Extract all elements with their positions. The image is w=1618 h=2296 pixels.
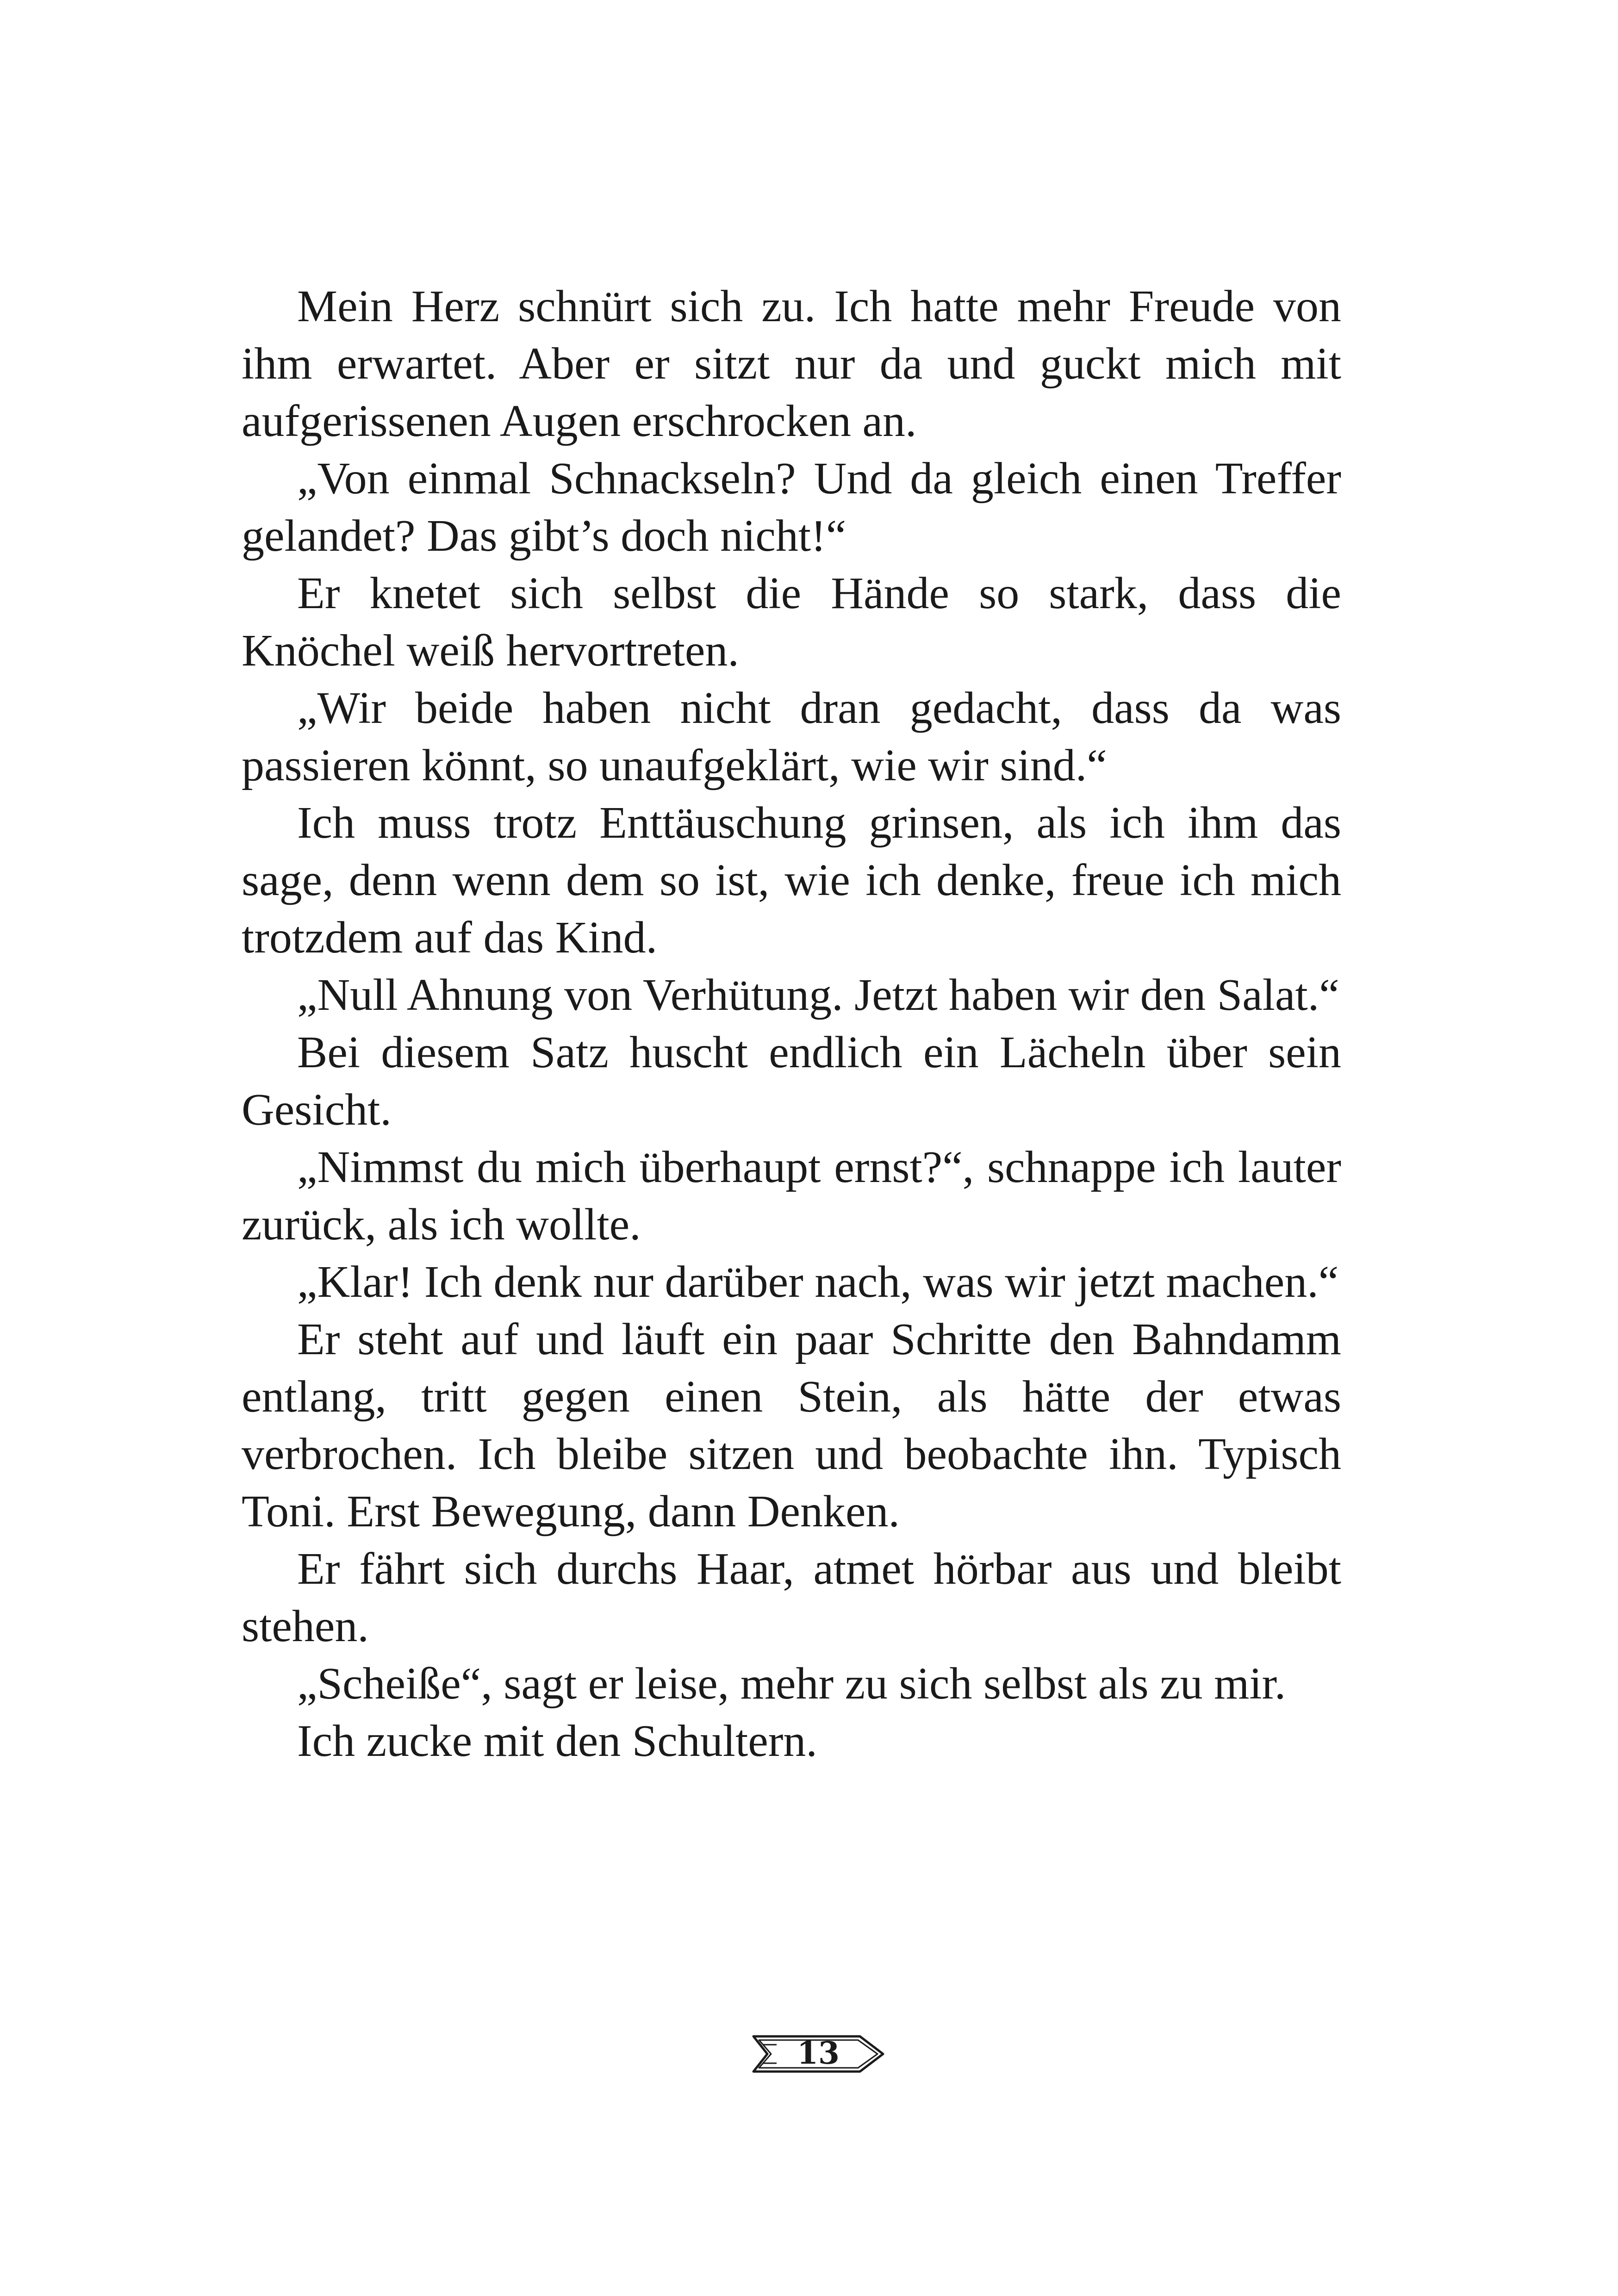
- page-number: 13: [797, 2035, 840, 2071]
- paragraph: „Klar! Ich denk nur darüber nach, was wir jetzt machen.“: [297, 1257, 1339, 1307]
- paragraph: „Wir beide haben nicht dran gedacht, dass da was passieren könnt, so unaufgeklärt, wie wir sind.“: [242, 683, 1341, 790]
- paragraph: Er steht auf und läuft ein paar Schritte den Bahndamm entlang, tritt gegen einen Stein, als hätte der etwas verbrochen. Ich bleibe sitzen und beobachte ihn. Typisch Toni. Erst Bewegung, dann Denken.: [242, 1314, 1341, 1537]
- paragraph: Er knetet sich selbst die Hände so stark, dass die Knöchel weiß hervortreten.: [242, 568, 1341, 676]
- paragraph: „Scheiße“, sagt er leise, mehr zu sich selbst als zu mir.: [297, 1659, 1286, 1709]
- paragraph: Er fährt sich durchs Haar, atmet hörbar aus und bleibt stehen.: [242, 1544, 1341, 1651]
- body-text: [242, 278, 1341, 1770]
- paragraph: Bei diesem Satz huscht endlich ein Lächeln über sein Gesicht.: [242, 1027, 1341, 1135]
- paragraph: Ich zucke mit den Schultern.: [297, 1716, 817, 1766]
- paragraph: Ich muss trotz Enttäuschung grinsen, als ich ihm das sage, denn wenn dem so ist, wie ich denke, freue ich mich trotzdem auf das Kind.: [242, 798, 1341, 963]
- paragraph: „Von einmal Schnackseln? Und da gleich einen Treffer gelandet? Das gibt’s doch nicht!“: [242, 454, 1341, 561]
- paragraph: Mein Herz schnürt sich zu. Ich hatte mehr Freude von ihm erwartet. Aber er sitzt nur da und guckt mich mit aufgerissenen Augen erschrocken an.: [242, 281, 1341, 446]
- paragraph: „Nimmst du mich überhaupt ernst?“, schnappe ich lauter zurück, als ich wollte.: [242, 1142, 1341, 1250]
- paragraph: „Null Ahnung von Verhütung. Jetzt haben wir den Salat.“: [297, 970, 1339, 1020]
- page-number-badge: [749, 2026, 888, 2082]
